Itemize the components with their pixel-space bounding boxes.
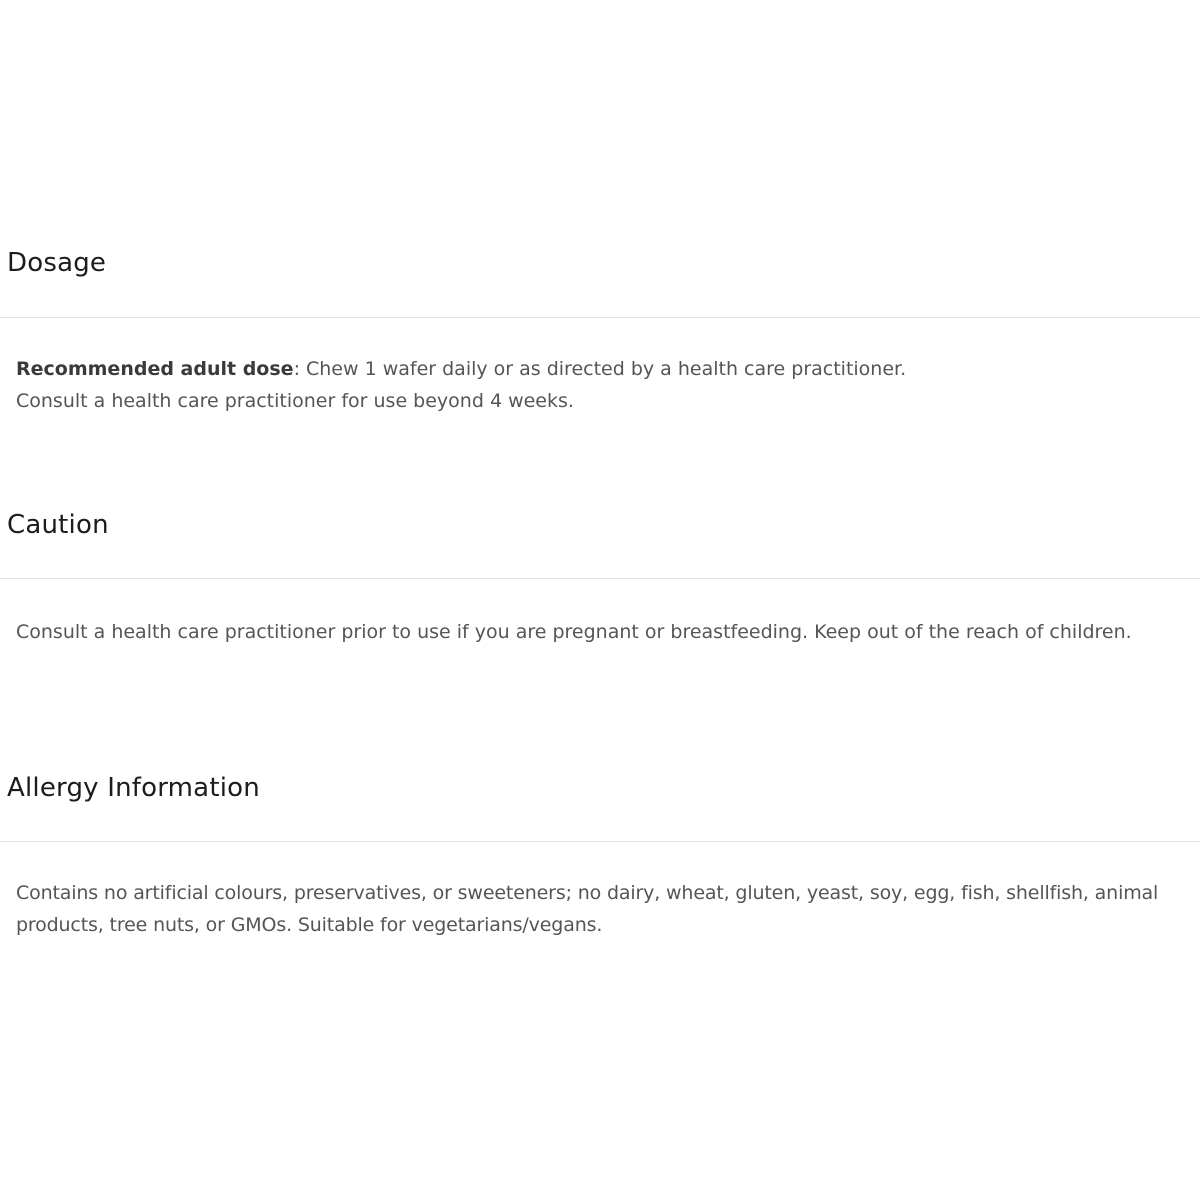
dosage-body bbox=[16, 353, 1196, 417]
recommended-dose-label: Recommended adult dose bbox=[16, 358, 294, 380]
recommended-dose-text: : Chew 1 wafer daily or as directed by a health care practitioner. bbox=[293, 358, 907, 380]
dosage-line-2: Consult a health care practitioner for use beyond 4 weeks. bbox=[16, 390, 574, 412]
allergy-heading: Allergy Information bbox=[7, 773, 260, 803]
dosage-heading: Dosage bbox=[7, 248, 107, 278]
caution-body bbox=[16, 616, 1166, 648]
dosage-divider bbox=[0, 317, 1200, 318]
caution-divider bbox=[0, 578, 1200, 579]
allergy-divider bbox=[0, 841, 1200, 842]
caution-heading: Caution bbox=[7, 510, 109, 540]
dosage-line-1 bbox=[16, 353, 1196, 385]
caution-text: Consult a health care practitioner prior to use if you are pregnant or breastfeeding. Keep out of the reach of children. bbox=[16, 621, 1132, 643]
allergy-text: Contains no artificial colours, preservatives, or sweeteners; no dairy, wheat, gluten, yeast, soy, egg, fish, shellfish, animal products, tree nuts, or GMOs. Suitable for vegetarians/vegans. bbox=[16, 882, 1159, 936]
allergy-body bbox=[16, 877, 1200, 941]
